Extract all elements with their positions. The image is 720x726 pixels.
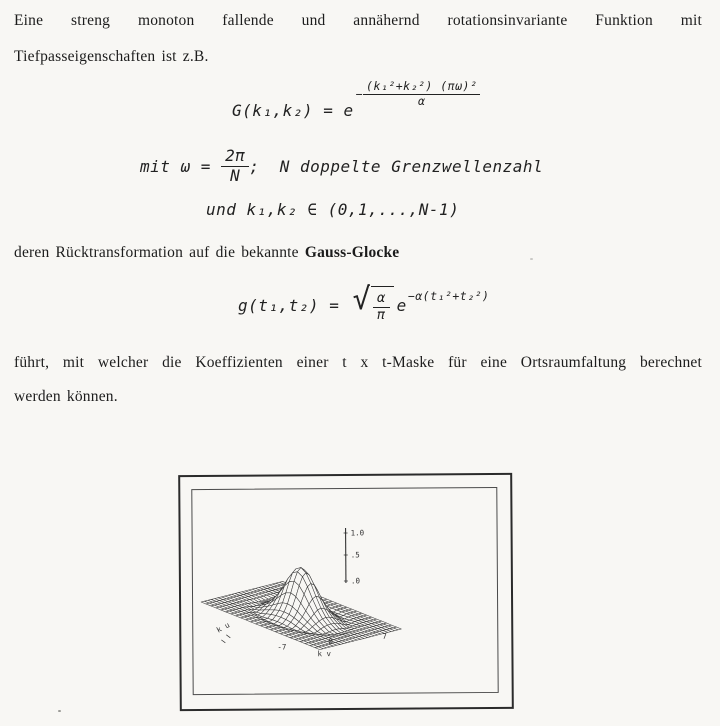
exp-denominator: α <box>417 93 426 108</box>
k-range-text: und k₁,k₂ ∈ (0,1,...,N-1) <box>206 200 460 219</box>
paragraph-1-line-2: Tiefpasseigenschaften ist z.B. <box>14 48 209 65</box>
formula-g-lhs: G(k₁,k₂) = e <box>232 100 354 120</box>
formula-g-exponent <box>356 80 481 107</box>
formula-transfer-function <box>232 79 480 128</box>
formula-gauss-bell <box>238 284 489 326</box>
svg-text:1.0: 1.0 <box>350 528 365 538</box>
omega-semicolon: ; <box>249 156 260 176</box>
omega-prefix: mit ω = <box>140 156 222 176</box>
svg-text:.0: .0 <box>350 576 360 586</box>
surface-plot <box>192 488 497 694</box>
omega-denominator: N <box>230 165 241 185</box>
svg-text:.5: .5 <box>350 550 360 560</box>
gauss-glocke-bold: Gauss-Glocke <box>304 244 400 261</box>
svg-text:7: 7 <box>382 631 387 641</box>
formula-k-range <box>206 200 459 219</box>
sqrt-denominator: π <box>377 307 386 323</box>
paragraph-2-text: deren Rücktransformation auf die bekannte <box>14 244 305 261</box>
paragraph-3-line-2: werden können. <box>14 388 118 405</box>
radical-sign: √ <box>352 282 372 318</box>
scan-noise-dot <box>530 258 533 260</box>
paragraph-3-line-1: führt, mit welcher die Koeffizienten einer t x t-Maske für eine Ortsraumfaltung berechnet <box>14 354 702 371</box>
exp-minus-sign: − <box>355 87 364 101</box>
exp-numerator: (k₁²+k₂²) (πω)² <box>363 80 480 94</box>
sqrt-block <box>352 282 393 323</box>
figure-outer-frame <box>178 473 514 711</box>
svg-text:-7: -7 <box>277 642 287 652</box>
figure-inner-frame <box>191 487 498 695</box>
svg-text:0: 0 <box>328 637 333 647</box>
omega-numerator: 2π <box>221 147 249 166</box>
omega-fraction <box>221 147 249 185</box>
g-lhs: g(t₁,t₂) = <box>238 295 350 315</box>
paragraph-1-line-1: Eine streng monoton fallende und annähernd rotationsinvariante Funktion mit <box>14 12 702 29</box>
g-base: e <box>396 295 407 315</box>
g-exponent: −α(t₁²+t₂²) <box>407 289 490 303</box>
svg-text:k u: k u <box>214 620 232 635</box>
svg-text:k v: k v <box>317 649 332 659</box>
omega-note: N doppelte Grenzwellenzahl <box>279 156 544 176</box>
formula-omega-definition <box>140 146 543 186</box>
paragraph-2 <box>14 242 702 264</box>
sqrt-numerator: α <box>373 291 390 308</box>
scan-noise-dot <box>58 710 61 712</box>
